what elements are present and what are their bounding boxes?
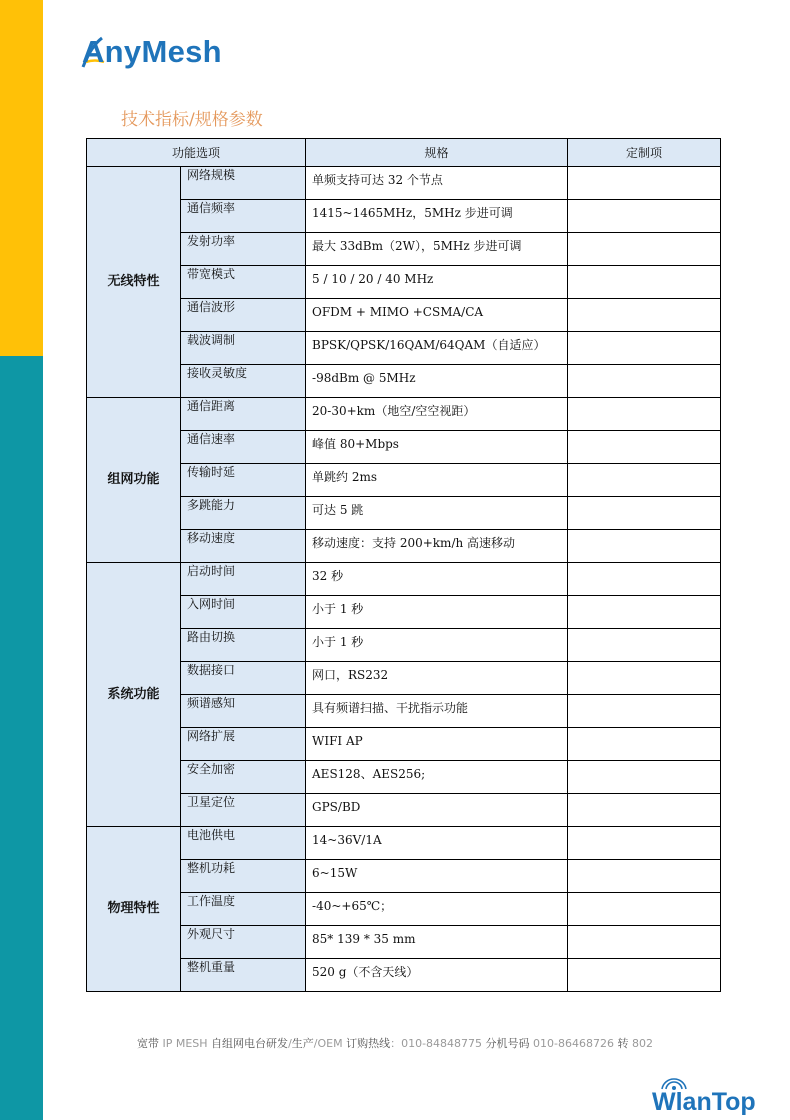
item-name: 载波调制 <box>181 332 306 365</box>
table-row <box>87 233 721 266</box>
item-spec: -40~+65℃； <box>306 893 568 926</box>
item-spec: AES128、AES256; <box>306 761 568 794</box>
item-spec: 最大 33dBm（2W），5MHz 步进可调 <box>306 233 568 266</box>
item-custom <box>568 629 721 662</box>
table-row <box>87 299 721 332</box>
item-custom <box>568 464 721 497</box>
table-row <box>87 464 721 497</box>
item-spec: 移动速度：支持 200+km/h 高速移动 <box>306 530 568 563</box>
item-spec: 单跳约 2ms <box>306 464 568 497</box>
item-name: 整机功耗 <box>181 860 306 893</box>
table-row <box>87 926 721 959</box>
table-row <box>87 893 721 926</box>
footer-text-part: 自组网电台研发 <box>211 1037 289 1050</box>
item-custom <box>568 332 721 365</box>
item-spec: 可达 5 跳 <box>306 497 568 530</box>
item-name: 接收灵敏度 <box>181 365 306 398</box>
table-row <box>87 662 721 695</box>
footer-contact <box>0 1035 790 1051</box>
item-name: 通信距离 <box>181 398 306 431</box>
item-name: 工作温度 <box>181 893 306 926</box>
item-spec: BPSK/QPSK/16QAM/64QAM（自适应） <box>306 332 568 365</box>
group-label: 无线特性 <box>87 167 181 398</box>
item-custom <box>568 398 721 431</box>
item-spec: 20-30+km（地空/空空视距） <box>306 398 568 431</box>
table-row <box>87 959 721 992</box>
item-spec: 峰值 80+Mbps <box>306 431 568 464</box>
item-custom <box>568 365 721 398</box>
footer-text-part: IP MESH <box>159 1037 212 1050</box>
side-stripe-yellow <box>0 0 43 356</box>
item-name: 通信波形 <box>181 299 306 332</box>
table-row <box>87 200 721 233</box>
item-spec: 6~15W <box>306 860 568 893</box>
footer-text-part: 分机号码 <box>485 1037 530 1050</box>
footer-text-part: 订购热线 <box>346 1037 391 1050</box>
item-custom <box>568 794 721 827</box>
item-custom <box>568 497 721 530</box>
table-header-row <box>87 139 721 167</box>
item-spec: WIFI AP <box>306 728 568 761</box>
footer-text-part: /OEM <box>313 1037 347 1050</box>
item-name: 数据接口 <box>181 662 306 695</box>
item-custom <box>568 233 721 266</box>
item-custom <box>568 662 721 695</box>
table-row <box>87 596 721 629</box>
footer-text-part: 802 <box>628 1037 653 1050</box>
table-row <box>87 530 721 563</box>
group-label: 组网功能 <box>87 398 181 563</box>
wlantop-logo <box>650 1077 760 1117</box>
item-spec: 32 秒 <box>306 563 568 596</box>
footer-text-part: 生产 <box>291 1037 314 1050</box>
group-label: 物理特性 <box>87 827 181 992</box>
item-custom <box>568 167 721 200</box>
item-spec: 小于 1 秒 <box>306 629 568 662</box>
item-spec: 85* 139 * 35 mm <box>306 926 568 959</box>
footer-text-part: 转 <box>617 1037 629 1050</box>
brand-text: WlanTop <box>652 1088 756 1116</box>
item-custom <box>568 299 721 332</box>
item-name: 电池供电 <box>181 827 306 860</box>
item-name: 入网时间 <box>181 596 306 629</box>
spec-table-body <box>87 167 721 992</box>
footer-text-part: / <box>288 1037 292 1050</box>
table-row <box>87 827 721 860</box>
item-spec: 具有频谱扫描、干扰指示功能 <box>306 695 568 728</box>
item-name: 安全加密 <box>181 761 306 794</box>
item-custom <box>568 563 721 596</box>
table-row <box>87 167 721 200</box>
item-spec: -98dBm @ 5MHz <box>306 365 568 398</box>
item-custom <box>568 893 721 926</box>
side-stripe-teal <box>0 356 43 1120</box>
table-row <box>87 563 721 596</box>
table-row <box>87 794 721 827</box>
table-row <box>87 398 721 431</box>
section-title: 技术指标/规格参数 <box>121 110 263 130</box>
table-row <box>87 431 721 464</box>
table-row <box>87 695 721 728</box>
item-spec: 单频支持可达 32 个节点 <box>306 167 568 200</box>
logo-text: AnyMesh <box>82 34 222 69</box>
item-name: 通信速率 <box>181 431 306 464</box>
item-name: 传输时延 <box>181 464 306 497</box>
table-row <box>87 266 721 299</box>
footer-text-part: ：010-84848775 <box>390 1037 486 1050</box>
table-row <box>87 629 721 662</box>
item-custom <box>568 266 721 299</box>
footer-text-part: 010-86468726 <box>529 1037 618 1050</box>
footer-text-part: 宽带 <box>137 1037 159 1050</box>
item-name: 外观尺寸 <box>181 926 306 959</box>
item-custom <box>568 959 721 992</box>
item-name: 通信频率 <box>181 200 306 233</box>
item-custom <box>568 827 721 860</box>
item-spec: 小于 1 秒 <box>306 596 568 629</box>
item-spec: 5 / 10 / 20 / 40 MHz <box>306 266 568 299</box>
item-name: 网络扩展 <box>181 728 306 761</box>
item-custom <box>568 860 721 893</box>
item-custom <box>568 728 721 761</box>
table-row <box>87 365 721 398</box>
item-custom <box>568 926 721 959</box>
item-custom <box>568 530 721 563</box>
item-spec: GPS/BD <box>306 794 568 827</box>
item-spec: 14~36V/1A <box>306 827 568 860</box>
item-custom <box>568 695 721 728</box>
table-row <box>87 860 721 893</box>
item-name: 发射功率 <box>181 233 306 266</box>
item-name: 移动速度 <box>181 530 306 563</box>
item-name: 网络规模 <box>181 167 306 200</box>
group-label: 系统功能 <box>87 563 181 827</box>
spec-table <box>86 138 721 992</box>
item-custom <box>568 431 721 464</box>
item-name: 整机重量 <box>181 959 306 992</box>
table-row <box>87 761 721 794</box>
header-function: 功能选项 <box>87 139 306 167</box>
item-spec: 520 g（不含天线） <box>306 959 568 992</box>
item-name: 卫星定位 <box>181 794 306 827</box>
item-custom <box>568 761 721 794</box>
header-custom: 定制项 <box>568 139 721 167</box>
item-spec: 网口，RS232 <box>306 662 568 695</box>
table-row <box>87 497 721 530</box>
table-row <box>87 728 721 761</box>
item-spec: OFDM + MIMO +CSMA/CA <box>306 299 568 332</box>
item-spec: 1415~1465MHz，5MHz 步进可调 <box>306 200 568 233</box>
item-name: 频谱感知 <box>181 695 306 728</box>
item-name: 多跳能力 <box>181 497 306 530</box>
item-name: 带宽模式 <box>181 266 306 299</box>
table-row <box>87 332 721 365</box>
item-custom <box>568 596 721 629</box>
item-name: 路由切换 <box>181 629 306 662</box>
header-spec: 规格 <box>306 139 568 167</box>
item-custom <box>568 200 721 233</box>
item-name: 启动时间 <box>181 563 306 596</box>
